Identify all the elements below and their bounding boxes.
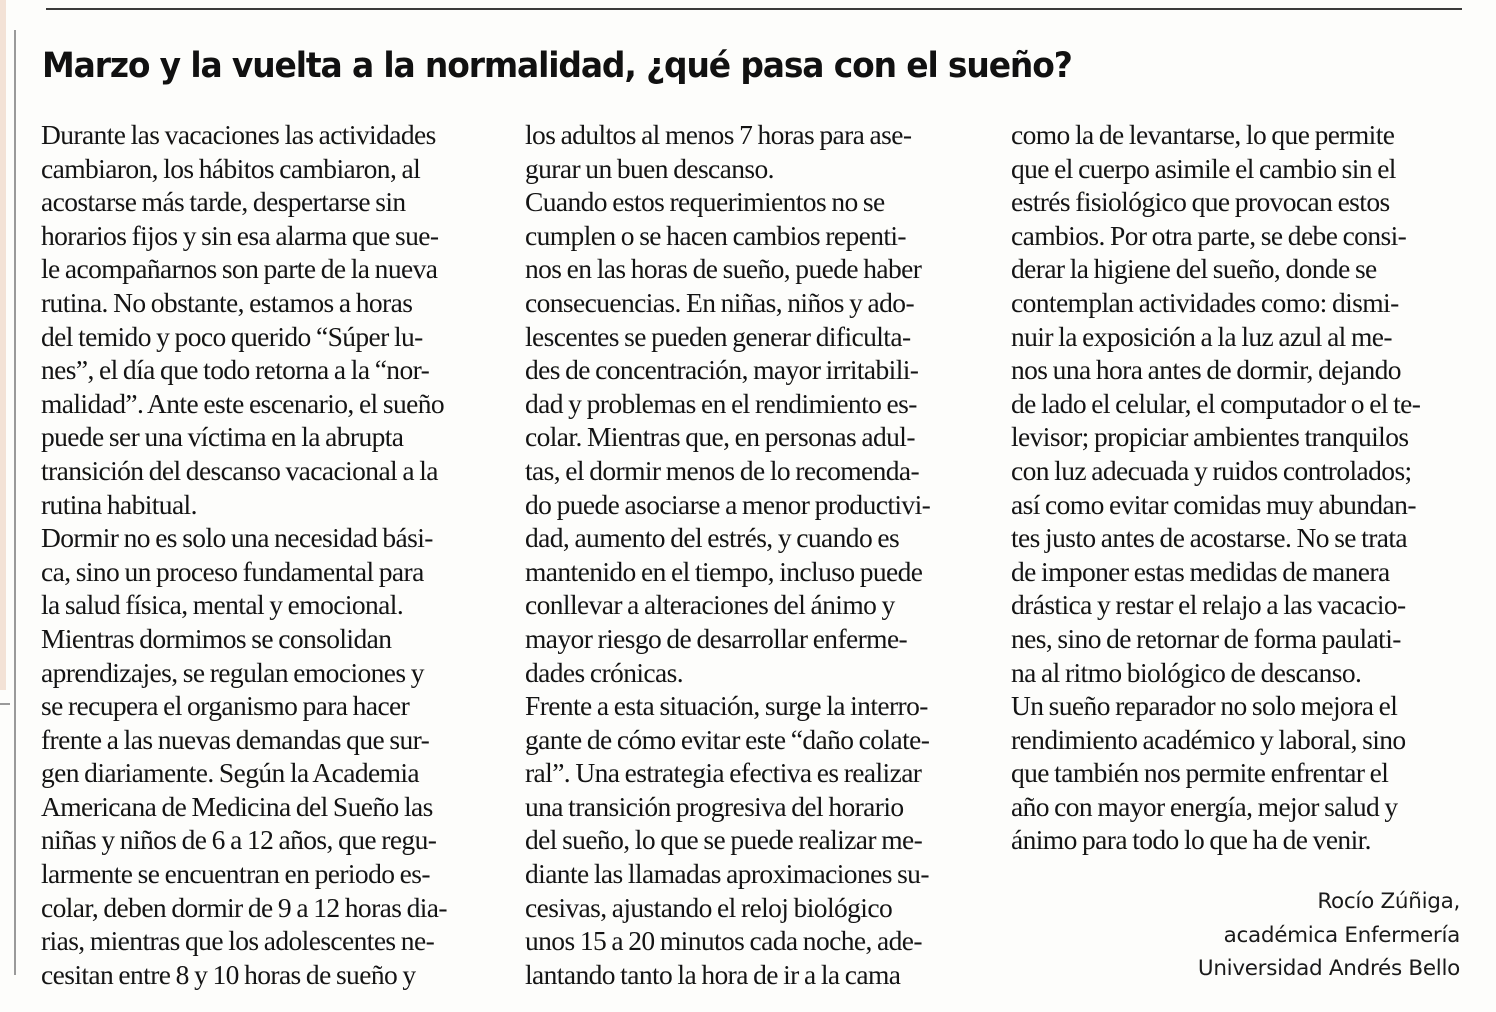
article-line: acostarse más tarde, despertarse sin bbox=[41, 186, 406, 218]
article-line: nes, sino de retornar de forma paulati- bbox=[1011, 622, 1401, 654]
article-line: nes”, el día que todo retorna a la “nor- bbox=[41, 354, 430, 386]
byline-institution: Universidad Andrés Bello bbox=[1197, 956, 1460, 982]
article-line: cesivas, ajustando el reloj biológico bbox=[525, 891, 893, 923]
article-line: nos en las horas de sueño, puede haber bbox=[525, 253, 922, 285]
article-line: una transición progresiva del horario bbox=[525, 790, 904, 822]
article-line: le acompañarnos son parte de la nueva bbox=[41, 253, 438, 285]
article-line: frente a las nuevas demandas que sur- bbox=[41, 723, 430, 755]
article-line: rutina. No obstante, estamos a horas bbox=[41, 286, 413, 318]
article-line: cumplen o se hacen cambios repenti- bbox=[525, 219, 906, 251]
article-line: rutina habitual. bbox=[41, 488, 197, 520]
article-line: de imponer estas medidas de manera bbox=[1011, 555, 1390, 587]
article-line: larmente se encuentran en periodo es- bbox=[41, 858, 430, 890]
article-line: do puede asociarse a menor productivi- bbox=[525, 488, 931, 520]
article-line: lantando tanto la hora de ir a la cama bbox=[525, 958, 901, 990]
article-line: puede ser una víctima en la abrupta bbox=[41, 421, 404, 453]
article-line: cambios. Por otra parte, se debe consi- bbox=[1011, 219, 1407, 251]
article-line: Durante las vacaciones las actividades bbox=[41, 119, 436, 150]
article-line: mayor riesgo de desarrollar enferme- bbox=[525, 622, 908, 654]
article-line: levisor; propiciar ambientes tranquilos bbox=[1011, 421, 1409, 453]
article-line: rias, mientras que los adolescentes ne- bbox=[41, 925, 435, 957]
article-line: con luz adecuada y ruidos controlados; bbox=[1011, 454, 1412, 486]
article-line: Dormir no es solo una necesidad bási- bbox=[41, 522, 433, 554]
article-column-2 bbox=[525, 118, 990, 991]
article-line: Frente a esta situación, surge la interro- bbox=[525, 690, 928, 722]
article-line: diante las llamadas aproximaciones su- bbox=[525, 858, 929, 890]
article-line: unos 15 a 20 minutos cada noche, ade- bbox=[525, 925, 922, 957]
article-line: tas, el dormir menos de lo recomenda- bbox=[525, 454, 920, 486]
article-line: dad y problemas en el rendimiento es- bbox=[525, 387, 917, 419]
article-line: consecuencias. En niñas, niños y ado- bbox=[525, 286, 915, 318]
article-line: gante de cómo evitar este “daño colate- bbox=[525, 723, 930, 755]
article-line: año con mayor energía, mejor salud y bbox=[1011, 790, 1398, 822]
article-line: nos una hora antes de dormir, dejando bbox=[1011, 354, 1401, 386]
article-line: así como evitar comidas muy abundan- bbox=[1011, 488, 1416, 520]
article-line: Un sueño reparador no solo mejora el bbox=[1011, 690, 1398, 722]
byline-author: Rocío Zúñiga, bbox=[1317, 889, 1460, 914]
side-rule bbox=[14, 30, 16, 975]
article-line: que también nos permite enfrentar el bbox=[1011, 757, 1389, 789]
article-line: cesitan entre 8 y 10 horas de sueño y bbox=[41, 958, 416, 990]
article-line: Mientras dormimos se consolidan bbox=[41, 622, 392, 654]
article-line: nuir la exposición a la luz azul al me- bbox=[1011, 320, 1392, 352]
byline bbox=[1198, 885, 1460, 986]
article-line: gurar un buen descanso. bbox=[525, 152, 774, 184]
article-line: de lado el celular, el computador o el te- bbox=[1011, 387, 1421, 419]
article-line: dad, aumento del estrés, y cuando es bbox=[525, 522, 900, 554]
article-line: conllevar a alteraciones del ánimo y bbox=[525, 589, 895, 621]
article-line: como la de levantarse, lo que permite bbox=[1011, 119, 1395, 150]
top-rule bbox=[46, 8, 1462, 10]
article-line: niñas y niños de 6 a 12 años, que regu- bbox=[41, 824, 437, 856]
article-line: que el cuerpo asimile el cambio sin el bbox=[1011, 152, 1396, 184]
article-line: se recupera el organismo para hacer bbox=[41, 690, 410, 722]
article-line: aprendizajes, se regulan emociones y bbox=[41, 656, 424, 688]
article-line: drástica y restar el relajo a las vacacio- bbox=[1011, 589, 1406, 621]
article-line: dades crónicas. bbox=[525, 656, 683, 688]
side-tick bbox=[0, 703, 10, 705]
article-line: del sueño, lo que se puede realizar me- bbox=[525, 824, 923, 856]
article-headline: Marzo y la vuelta a la normalidad, ¿qué pasa con el sueño? bbox=[42, 46, 1072, 86]
article-line: del temido y poco querido “Súper lu- bbox=[41, 320, 423, 352]
article-line: mantenido en el tiempo, incluso puede bbox=[525, 555, 923, 587]
article-line: gen diariamente. Según la Academia bbox=[41, 757, 420, 789]
article-line: lescentes se pueden generar dificulta- bbox=[525, 320, 911, 352]
article-line: estrés fisiológico que provocan estos bbox=[1011, 186, 1390, 218]
left-edge-tint bbox=[0, 0, 6, 690]
article-line: transición del descanso vacacional a la bbox=[41, 454, 438, 486]
article-line: rendimiento académico y laboral, sino bbox=[1011, 723, 1406, 755]
article-column-1 bbox=[41, 118, 501, 991]
article-line: colar, deben dormir de 9 a 12 horas dia- bbox=[41, 891, 447, 923]
article-line: derar la higiene del sueño, donde se bbox=[1011, 253, 1377, 285]
article-line: Americana de Medicina del Sueño las bbox=[41, 790, 433, 822]
article-line: la salud física, mental y emocional. bbox=[41, 589, 404, 621]
article-line: ca, sino un proceso fundamental para bbox=[41, 555, 424, 587]
article-line: colar. Mientras que, en personas adul- bbox=[525, 421, 915, 453]
article-line: des de concentración, mayor irritabili- bbox=[525, 354, 919, 386]
byline-role: académica Enfermería bbox=[1223, 922, 1460, 948]
article-line: horarios fijos y sin esa alarma que sue- bbox=[41, 219, 439, 251]
article-line: cambiaron, los hábitos cambiaron, al bbox=[41, 152, 421, 184]
article-line: tes justo antes de acostarse. No se trata bbox=[1011, 522, 1408, 554]
article-line: ánimo para todo lo que ha de venir. bbox=[1011, 824, 1371, 856]
article-line: na al ritmo biológico de descanso. bbox=[1011, 656, 1362, 688]
article-line: malidad”. Ante este escenario, el sueño bbox=[41, 387, 445, 419]
article-line: contemplan actividades como: dismi- bbox=[1011, 286, 1399, 318]
article-line: los adultos al menos 7 horas para ase- bbox=[525, 119, 912, 150]
article-line: ral”. Una estrategia efectiva es realizar bbox=[525, 757, 922, 789]
article-column-3 bbox=[1011, 118, 1471, 857]
article-line: Cuando estos requerimientos no se bbox=[525, 186, 885, 218]
